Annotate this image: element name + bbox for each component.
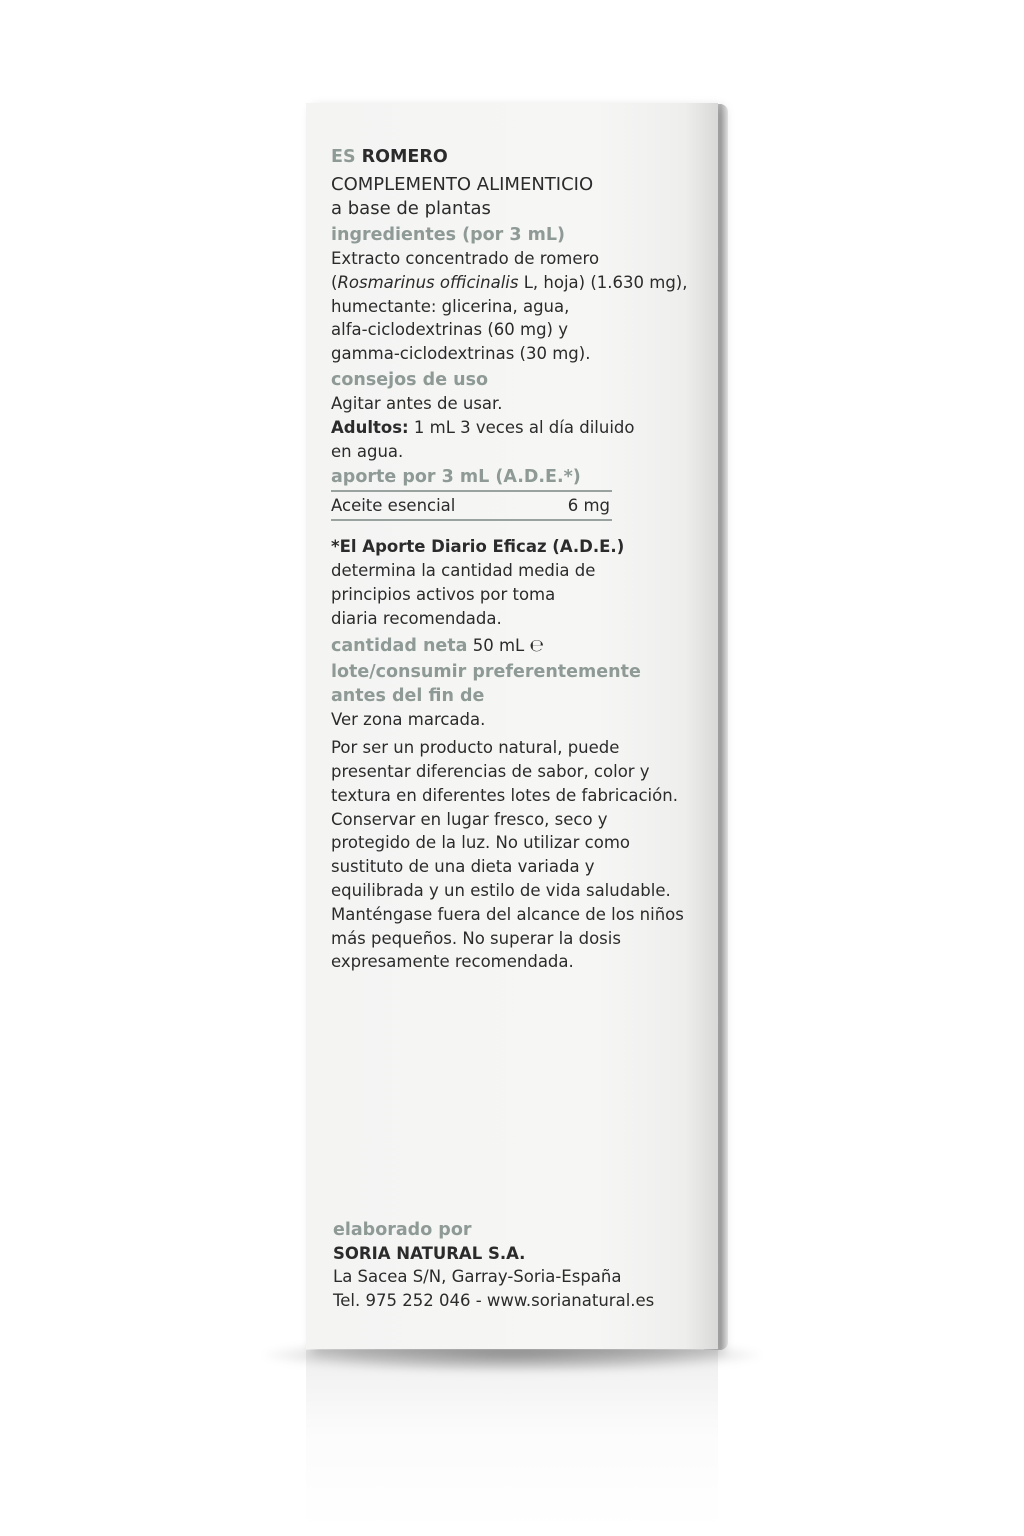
- usage-line-1: Agitar antes de usar.: [331, 393, 503, 413]
- warning-line-10: expresamente recomendada.: [331, 952, 574, 972]
- net-quantity: [331, 634, 701, 659]
- warning-line-9: más pequeños. No superar la dosis: [331, 928, 621, 948]
- supply-item-value: 6 mg: [567, 496, 610, 516]
- ade-note-line-3: diaria recomendada.: [331, 608, 502, 628]
- lot-heading-line-1: lote/consumir preferentemente: [331, 662, 641, 683]
- manufacturer-heading: elaborado por: [333, 1220, 472, 1240]
- ade-note-title: *El Aporte Diario Eficaz (A.D.E.): [331, 537, 625, 557]
- plant-part: L, hoja) (1.630 mg),: [518, 272, 688, 292]
- product-title: [331, 146, 701, 168]
- ade-note-line-2: principios activos por toma: [331, 584, 556, 604]
- ingredients-heading: ingredientes (por 3 mL): [331, 225, 566, 245]
- net-heading: cantidad neta: [331, 635, 468, 656]
- latin-name: Rosmarinus officinalis: [337, 272, 519, 292]
- usage-line-3: en agua.: [331, 441, 404, 461]
- product-name: ROMERO: [361, 147, 448, 167]
- ingredients-line-1: Extracto concentrado de romero: [331, 249, 600, 268]
- adults-label: Adultos:: [331, 417, 409, 437]
- category-line-1: COMPLEMENTO ALIMENTICIO: [331, 174, 594, 195]
- ade-note-line-1: determina la cantidad media de: [331, 561, 596, 581]
- adults-dose: 1 mL 3 veces al día diluido: [408, 417, 635, 437]
- supply-table: [331, 490, 612, 521]
- manufacturer-address: La Sacea S/N, Garray-Soria-España: [333, 1267, 622, 1286]
- ingredients-line-2: [331, 271, 701, 295]
- language-code: ES: [331, 147, 356, 167]
- lot-heading-line-2: antes del fin de: [331, 686, 485, 707]
- warning-line-4: Conservar en lugar fresco, seco y: [331, 809, 608, 829]
- warning-line-7: equilibrada y un estilo de vida saludable.: [331, 880, 671, 900]
- manufacturer-contact: Tel. 975 252 046 - www.sorianatural.es: [333, 1290, 655, 1310]
- lot-text: Ver zona marcada.: [331, 710, 486, 730]
- ingredients-line-3: humectante: glicerina, agua,: [331, 296, 570, 316]
- warning-line-3: textura en diferentes lotes de fabricación.: [331, 785, 678, 805]
- warning-line-6: sustituto de una dieta variada y: [331, 857, 595, 877]
- warning-line-1: Por ser un producto natural, puede: [331, 738, 620, 758]
- paren-open: (: [331, 272, 338, 292]
- supply-heading: aporte por 3 mL (A.D.E.*): [331, 467, 581, 488]
- ingredients-line-5: gamma-ciclodextrinas (30 mg).: [331, 344, 591, 364]
- warning-line-2: presentar diferencias de sabor, color y: [331, 761, 650, 781]
- warning-line-5: protegido de la luz. No utilizar como: [331, 833, 630, 853]
- net-value: 50 mL: [467, 635, 530, 655]
- warning-line-8: Manténgase fuera del alcance de los niños: [331, 904, 684, 924]
- supply-item-name: Aceite esencial: [331, 496, 456, 516]
- category-line-2: a base de plantas: [331, 198, 491, 219]
- box-reflection: [306, 1350, 718, 1530]
- manufacturer-name: SORIA NATURAL S.A.: [333, 1244, 526, 1263]
- spacer: [331, 521, 701, 535]
- estimated-sign-icon: ℮: [529, 635, 544, 656]
- ingredients-line-4: alfa-ciclodextrinas (60 mg) y: [331, 320, 568, 340]
- label-panel: [331, 146, 701, 974]
- manufacturer-block: [333, 1218, 693, 1312]
- usage-heading: consejos de uso: [331, 369, 489, 390]
- usage-line-2: [331, 416, 701, 440]
